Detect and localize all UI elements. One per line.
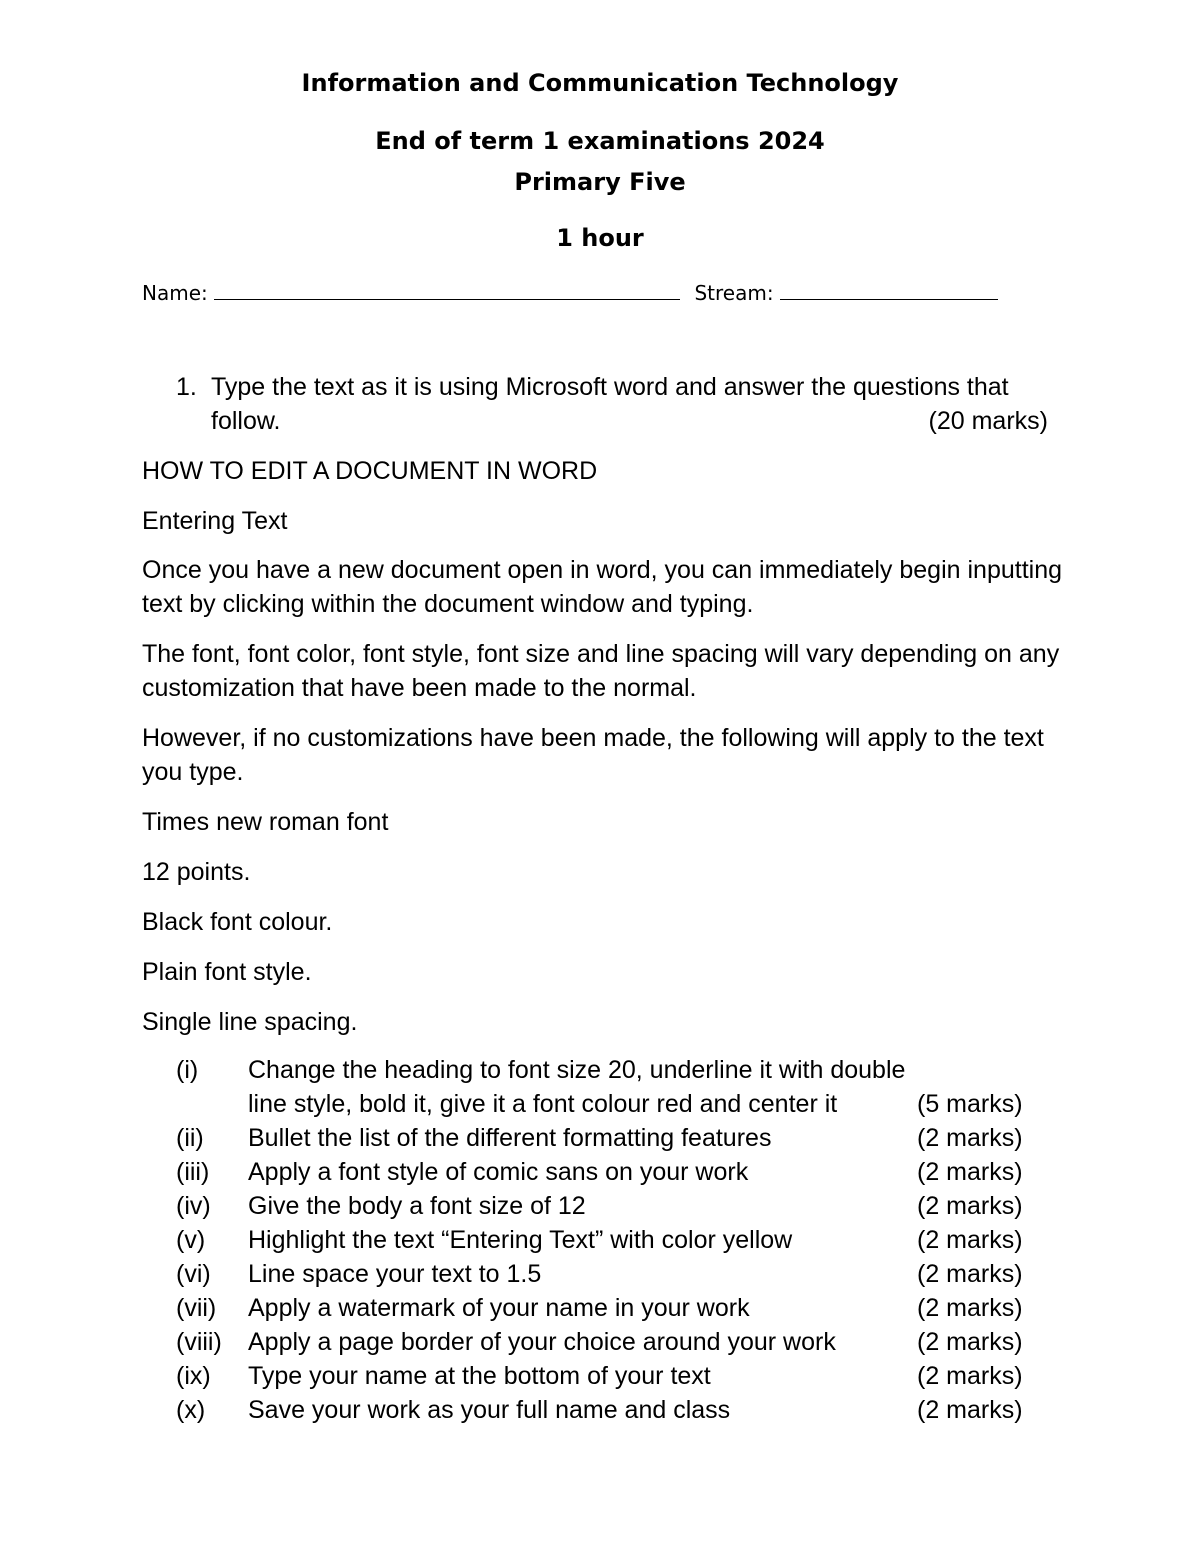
task-marks: (2 marks) bbox=[917, 1192, 1023, 1220]
task-numeral: (viii) bbox=[176, 1328, 222, 1356]
task-text: Highlight the text “Entering Text” with color yellow bbox=[248, 1226, 793, 1254]
task-text: Change the heading to font size 20, underline it with double line style, bold it, give it a font colour red and center it bbox=[248, 1056, 906, 1118]
task-item bbox=[176, 1291, 1046, 1325]
passage-subheading: Entering Text bbox=[142, 507, 288, 535]
task-text: Line space your text to 1.5 bbox=[248, 1260, 542, 1288]
class-title: Primary Five bbox=[514, 168, 686, 196]
task-text: Apply a watermark of your name in your work bbox=[248, 1294, 750, 1322]
duration-title: 1 hour bbox=[556, 224, 644, 252]
passage-list-item: Plain font style. bbox=[142, 958, 312, 986]
task-numeral: (vi) bbox=[176, 1260, 211, 1288]
task-marks: (2 marks) bbox=[917, 1124, 1023, 1152]
exam-title: End of term 1 examinations 2024 bbox=[375, 127, 825, 155]
task-marks: (2 marks) bbox=[917, 1226, 1023, 1254]
stream-label: Stream: bbox=[694, 281, 774, 305]
task-marks: (2 marks) bbox=[917, 1328, 1023, 1356]
passage-paragraph-2: The font, font color, font style, font size and line spacing will vary depending on any customization that have been made to the normal. bbox=[142, 640, 1060, 702]
task-item bbox=[176, 1155, 1046, 1189]
task-text: Give the body a font size of 12 bbox=[248, 1192, 586, 1220]
task-numeral: (x) bbox=[176, 1396, 206, 1424]
task-item bbox=[176, 1359, 1046, 1393]
question-marks: (20 marks) bbox=[928, 407, 1048, 435]
task-numeral: (iii) bbox=[176, 1158, 210, 1186]
question-number: 1. bbox=[176, 373, 197, 401]
task-numeral: (i) bbox=[176, 1056, 199, 1084]
stream-blank-line bbox=[780, 281, 998, 300]
task-numeral: (vii) bbox=[176, 1294, 217, 1322]
task-item bbox=[176, 1325, 1046, 1359]
passage-list-item: Black font colour. bbox=[142, 908, 333, 936]
passage-paragraph-1: Once you have a new document open in word, you can immediately begin inputting text by clicking within the document window and typing. bbox=[142, 556, 1063, 618]
task-marks: (5 marks) bbox=[917, 1090, 1023, 1118]
passage-paragraph-3: However, if no customizations have been made, the following will apply to the text you type. bbox=[142, 724, 1044, 786]
question-text: Type the text as it is using Microsoft word and answer the questions that follow. bbox=[211, 373, 1009, 435]
name-blank-line bbox=[214, 281, 680, 300]
task-text: Save your work as your full name and class bbox=[248, 1396, 731, 1424]
task-item bbox=[176, 1257, 1046, 1291]
passage-list-item: Single line spacing. bbox=[142, 1008, 358, 1036]
subject-title: Information and Communication Technology bbox=[301, 69, 899, 97]
task-item bbox=[176, 1121, 1046, 1155]
task-item bbox=[176, 1223, 1046, 1257]
task-marks: (2 marks) bbox=[917, 1362, 1023, 1390]
task-marks: (2 marks) bbox=[917, 1158, 1023, 1186]
task-text: Apply a font style of comic sans on your work bbox=[248, 1158, 749, 1186]
passage-list-item: Times new roman font bbox=[142, 808, 389, 836]
name-label: Name: bbox=[142, 281, 208, 305]
task-marks: (2 marks) bbox=[917, 1260, 1023, 1288]
task-numeral: (iv) bbox=[176, 1192, 211, 1220]
task-text: Type your name at the bottom of your text bbox=[248, 1362, 711, 1390]
task-numeral: (ix) bbox=[176, 1362, 211, 1390]
task-numeral: (ii) bbox=[176, 1124, 204, 1152]
task-marks: (2 marks) bbox=[917, 1294, 1023, 1322]
task-text: Apply a page border of your choice around your work bbox=[248, 1328, 836, 1356]
candidate-row bbox=[142, 280, 998, 306]
task-list bbox=[176, 1053, 1046, 1427]
task-numeral: (v) bbox=[176, 1226, 206, 1254]
task-text: Bullet the list of the different formatting features bbox=[248, 1124, 772, 1152]
task-item bbox=[176, 1189, 1046, 1223]
task-item bbox=[176, 1393, 1046, 1427]
passage-list-item: 12 points. bbox=[142, 858, 251, 886]
task-marks: (2 marks) bbox=[917, 1396, 1023, 1424]
task-item bbox=[176, 1053, 1046, 1121]
passage-heading: HOW TO EDIT A DOCUMENT IN WORD bbox=[142, 457, 598, 485]
